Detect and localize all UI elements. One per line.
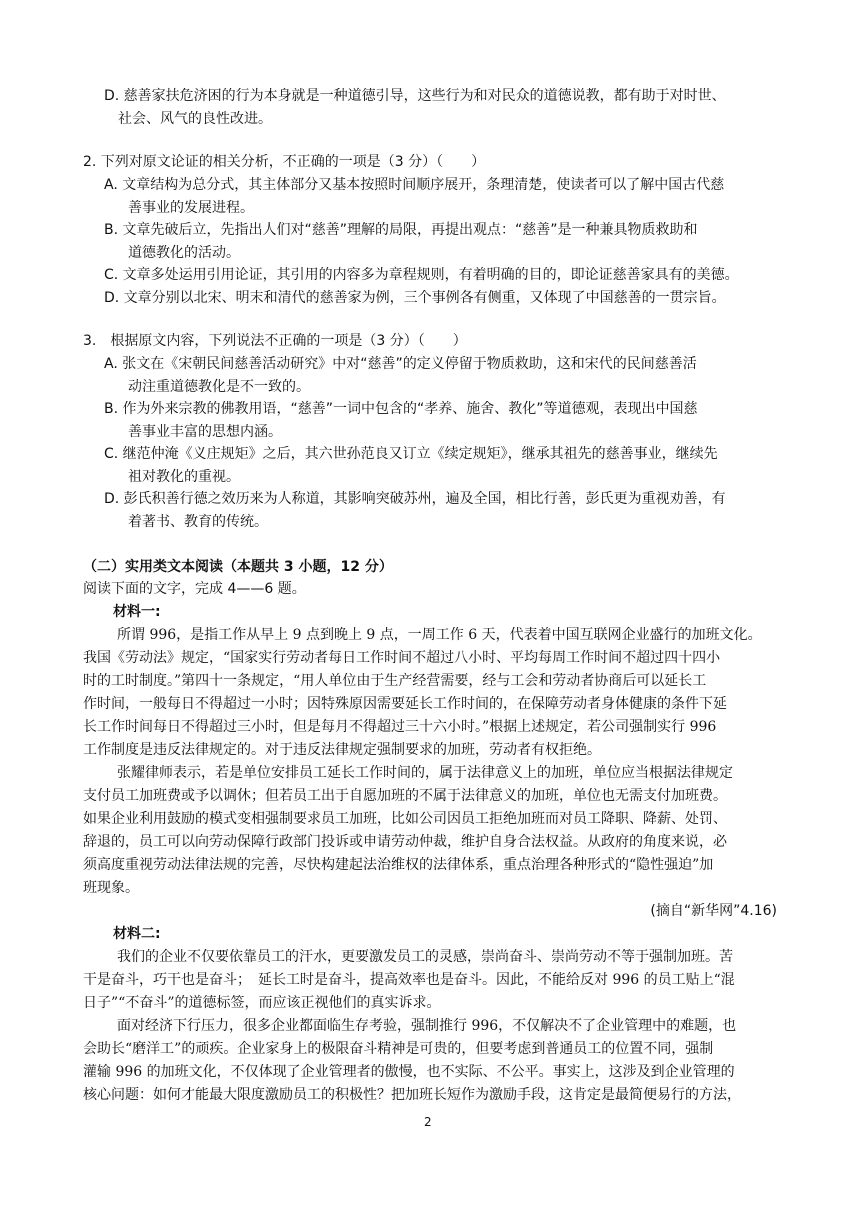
q2-option-c: C. 文章多处运用引用论证，其引用的内容多为章程规则，有着明确的目的，即论证慈善家具有的美德。 — [104, 267, 739, 283]
material1-line: 张耀律师表示，若是单位安排员工延长工作时间的，属于法律意义上的加班，单位应当根据法律规定 — [117, 765, 733, 781]
material2-line: 面对经济下行压力，很多企业都面临生存考验，强制推行 996，不仅解决不了企业管理中的难题，也 — [117, 1018, 737, 1034]
q2-stem: 2. 下列对原文论证的相关分析，不正确的一项是（3 分）（ ） — [83, 154, 486, 170]
page-number: 2 — [424, 1115, 432, 1129]
q3-option-d-line2: 着著书、教育的传统。 — [128, 514, 268, 530]
section-instruction: 阅读下面的文字，完成 4——6 题。 — [83, 581, 306, 597]
material1-line: 辞退的，员工可以向劳动保障行政部门投诉或申请劳动仲裁，维护自身合法权益。从政府的角度来说，必 — [83, 834, 727, 850]
q1-option-d-line1: D. 慈善家扶危济困的行为本身就是一种道德引导，这些行为和对民众的道德说教，都有助于对时世、 — [104, 88, 726, 104]
material1-line: 支付员工加班费或予以调休；但若员工出于自愿加班的不属于法律意义的加班，单位也无需支付加班费。 — [83, 788, 727, 804]
q2-option-a-line2: 善事业的发展进程。 — [128, 200, 254, 216]
material2-line: 灌输 996 的加班文化，不仅体现了企业管理者的傲慢，也不实际、不公平。事实上，这涉及到企业管理的 — [83, 1064, 735, 1080]
material1-line: 工作制度是违反法律规定的。对于违反法律规定强制要求的加班，劳动者有权拒绝。 — [83, 742, 601, 758]
material1-line: 作时间，一般每日不得超过一小时；因特殊原因需要延长工作时间的，在保障劳动者身体健康的条件下延 — [83, 696, 727, 712]
q2-option-d: D. 文章分别以北宋、明末和清代的慈善家为例，三个事例各有侧重，又体现了中国慈善的一贯宗旨。 — [104, 290, 726, 306]
q3-option-a-line2: 动注重道德教化是不一致的。 — [128, 379, 310, 395]
material2-line: 会助长“磨洋工”的顽疾。企业家身上的极限奋斗精神是可贵的，但要考虑到普通员工的位置不同，强制 — [83, 1041, 714, 1057]
q2-option-b-line1: B. 文章先破后立，先指出人们对“慈善”理解的局限，再提出观点：“慈善”是一种兼具物质救助和 — [104, 222, 698, 238]
material2-line: 核心问题：如何才能最大限度激励员工的积极性？把加班长短作为激励手段，这肯定是最简便易行的方法， — [83, 1087, 741, 1103]
q1-option-d-line2: 社会、风气的良性改进。 — [118, 111, 272, 127]
q3-option-d-line1: D. 彭氏积善行德之效历来为人称道，其影响突破苏州，遍及全国，相比行善，彭氏更为重视劝善，有 — [104, 491, 726, 507]
material1-line: 所谓 996，是指工作从早上 9 点到晚上 9 点，一周工作 6 天，代表着中国互联网企业盛行的加班文化。 — [117, 627, 762, 643]
q3-option-b-line1: B. 作为外来宗教的佛教用语，“慈善”一词中包含的“孝养、施舍、教化”等道德观，表现出中国慈 — [104, 401, 698, 417]
material1-line: 班现象。 — [83, 880, 139, 896]
material1-source: (摘自“新华网”4.16) — [650, 903, 777, 919]
q3-option-c-line1: C. 继范仲淹《义庄规矩》之后，其六世孙范良又订立《续定规矩》，继承其祖先的慈善事业，继续先 — [104, 446, 718, 462]
material1-line: 时的工时制度。”第四十一条规定，“用人单位由于生产经营需要，经与工会和劳动者协商后可以延长工 — [83, 673, 707, 689]
q3-option-b-line2: 善事业丰富的思想内涵。 — [128, 424, 282, 440]
material2-label: 材料二: — [113, 926, 161, 942]
material2-line: 干是奋斗，巧干也是奋斗； 延长工时是奋斗，提高效率也是奋斗。因此，不能给反对 996 的员工贴上“混 — [83, 972, 735, 988]
material2-line: 我们的企业不仅要依靠员工的汗水，更要激发员工的灵感，崇尚奋斗、崇尚劳动不等于强制加班。苦 — [117, 949, 733, 965]
q3-stem: 3. 根据原文内容，下列说法不正确的一项是（3 分）（ ） — [83, 333, 467, 349]
q3-option-a-line1: A. 张文在《宋朝民间慈善活动研究》中对“慈善”的定义停留于物质救助，这和宋代的民间慈善活 — [104, 356, 697, 372]
material1-label: 材料一: — [113, 604, 161, 620]
material1-line: 长工作时间每日不得超过三小时，但是每月不得超过三十六小时。”根据上述规定，若公司强制实行 996 — [83, 719, 717, 735]
q2-option-a-line1: A. 文章结构为总分式，其主体部分又基本按照时间顺序展开，条理清楚，使读者可以了解中国古代慈 — [104, 177, 725, 193]
section-heading: （二）实用类文本阅读（本题共 3 小题，12 分） — [83, 559, 393, 575]
material2-line: 日子”“不奋斗”的道德标签，而应该正视他们的真实诉求。 — [83, 995, 441, 1011]
material1-line: 我国《劳动法》规定，“国家实行劳动者每日工作时间不超过八小时、平均每周工作时间不超过四十四小 — [83, 650, 721, 666]
q2-option-b-line2: 道德教化的活动。 — [128, 245, 240, 261]
q3-option-c-line2: 祖对教化的重视。 — [128, 469, 240, 485]
material1-line: 须高度重视劳动法律法规的完善，尽快构建起法治维权的法律体系，重点治理各种形式的“隐性强迫”加 — [83, 857, 714, 873]
material1-line: 如果企业利用鼓励的模式变相强制要求员工加班，比如公司因员工拒绝加班而对员工降职、降薪、处罚、 — [83, 811, 727, 827]
